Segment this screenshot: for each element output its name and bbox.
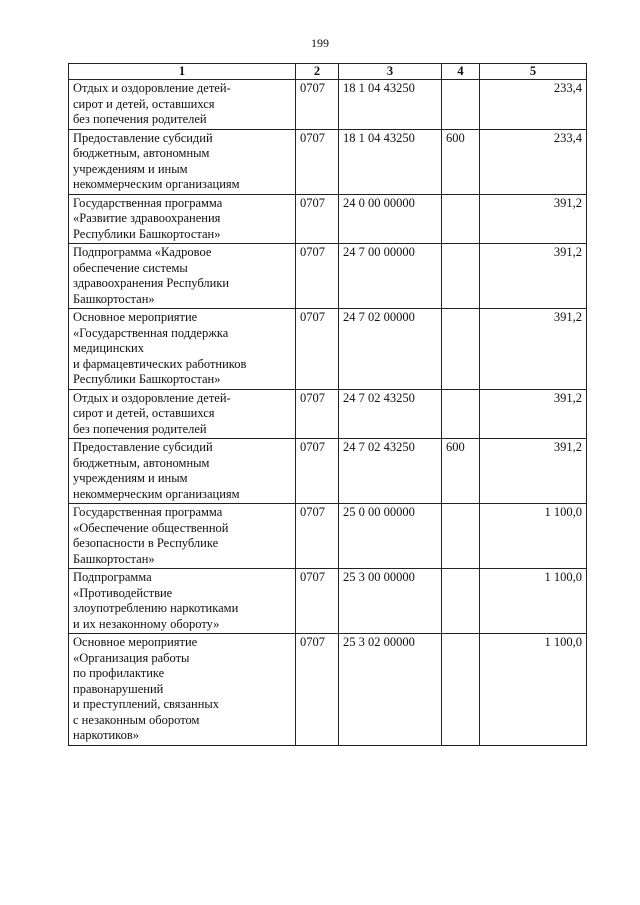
section-code-cell: 0707	[296, 194, 339, 244]
section-code-cell: 0707	[296, 634, 339, 746]
expense-type-cell	[442, 80, 480, 130]
amount-cell: 1 100,0	[480, 504, 587, 569]
section-code-cell: 0707	[296, 504, 339, 569]
target-code-cell: 25 3 00 00000	[339, 569, 442, 634]
target-code-cell: 24 7 00 00000	[339, 244, 442, 309]
amount-cell: 233,4	[480, 80, 587, 130]
amount-cell: 391,2	[480, 194, 587, 244]
amount-cell: 391,2	[480, 309, 587, 390]
section-code-cell: 0707	[296, 244, 339, 309]
row-name-cell: Отдых и оздоровление детей- сирот и детей, оставшихся без попечения родителей	[69, 389, 296, 439]
expense-type-cell: 600	[442, 439, 480, 504]
target-code-cell: 24 7 02 43250	[339, 389, 442, 439]
table-body	[69, 80, 587, 746]
table-row	[69, 504, 587, 569]
table-row	[69, 194, 587, 244]
amount-cell: 391,2	[480, 389, 587, 439]
section-code-cell: 0707	[296, 80, 339, 130]
table-row	[69, 309, 587, 390]
page-number: 199	[311, 36, 329, 50]
target-code-cell: 24 7 02 00000	[339, 309, 442, 390]
target-code-cell: 24 7 02 43250	[339, 439, 442, 504]
section-code-cell: 0707	[296, 309, 339, 390]
expense-type-cell	[442, 389, 480, 439]
row-name-cell: Основное мероприятие «Государственная поддержка медицинских и фармацевтических работников Республики Башкортостан»	[69, 309, 296, 390]
table-row	[69, 569, 587, 634]
table-row	[69, 80, 587, 130]
amount-cell: 1 100,0	[480, 569, 587, 634]
amount-cell: 391,2	[480, 439, 587, 504]
header-cell: 4	[442, 64, 480, 80]
expense-type-cell	[442, 194, 480, 244]
target-code-cell: 25 0 00 00000	[339, 504, 442, 569]
section-code-cell: 0707	[296, 569, 339, 634]
row-name-cell: Государственная программа «Обеспечение общественной безопасности в Республике Башкортостан»	[69, 504, 296, 569]
amount-cell: 233,4	[480, 129, 587, 194]
target-code-cell: 18 1 04 43250	[339, 129, 442, 194]
budget-table	[68, 63, 587, 746]
table-row	[69, 244, 587, 309]
expense-type-cell: 600	[442, 129, 480, 194]
section-code-cell: 0707	[296, 439, 339, 504]
section-code-cell: 0707	[296, 129, 339, 194]
table-row	[69, 634, 587, 746]
header-cell: 3	[339, 64, 442, 80]
amount-cell: 1 100,0	[480, 634, 587, 746]
row-name-cell: Отдых и оздоровление детей- сирот и детей, оставшихся без попечения родителей	[69, 80, 296, 130]
row-name-cell: Подпрограмма «Противодействие злоупотреблению наркотиками и их незаконному обороту»	[69, 569, 296, 634]
header-row	[69, 64, 587, 80]
row-name-cell: Подпрограмма «Кадровое обеспечение системы здравоохранения Республики Башкортостан»	[69, 244, 296, 309]
target-code-cell: 18 1 04 43250	[339, 80, 442, 130]
expense-type-cell	[442, 634, 480, 746]
row-name-cell: Предоставление субсидий бюджетным, автономным учреждениям и иным некоммерческим организациям	[69, 129, 296, 194]
table-row	[69, 439, 587, 504]
header-cell: 2	[296, 64, 339, 80]
target-code-cell: 25 3 02 00000	[339, 634, 442, 746]
expense-type-cell	[442, 569, 480, 634]
row-name-cell: Предоставление субсидий бюджетным, автономным учреждениям и иным некоммерческим организациям	[69, 439, 296, 504]
row-name-cell: Государственная программа «Развитие здравоохранения Республики Башкортостан»	[69, 194, 296, 244]
amount-cell: 391,2	[480, 244, 587, 309]
expense-type-cell	[442, 504, 480, 569]
header-cell: 1	[69, 64, 296, 80]
header-cell: 5	[480, 64, 587, 80]
expense-type-cell	[442, 309, 480, 390]
target-code-cell: 24 0 00 00000	[339, 194, 442, 244]
row-name-cell: Основное мероприятие «Организация работы по профилактике правонарушений и преступлений, связанных с незаконным оборотом наркотиков»	[69, 634, 296, 746]
expense-type-cell	[442, 244, 480, 309]
table-row	[69, 129, 587, 194]
table-row	[69, 389, 587, 439]
section-code-cell: 0707	[296, 389, 339, 439]
